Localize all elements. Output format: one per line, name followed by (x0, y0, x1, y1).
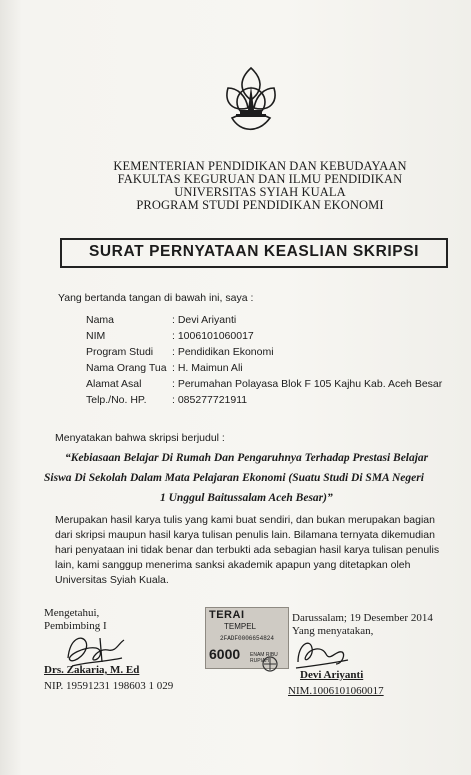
field-label: Telp./No. HP. (86, 394, 147, 406)
advisor-name: Drs. Zakaria, M. Ed (44, 664, 140, 676)
advisor-label: Pembimbing I (44, 620, 107, 632)
declaration-line: Merupakan hasil karya tulis yang kami buat sendiri, dan bukan merupakan bagian (55, 514, 435, 526)
stamp-sub-text: ENAM RIBU RUPIAH (250, 652, 278, 664)
header-line-ministry: KEMENTERIAN PENDIDIKAN DAN KEBUDAYAAN (113, 159, 407, 173)
emblem-icon (258, 655, 282, 673)
declaration-line: lain, kami sanggup menerima sanksi akademik apapun yang ditetapkan oleh (55, 559, 411, 571)
field-value: : H. Maimun Ali (172, 362, 243, 374)
stamp-mid-text: TEMPEL (224, 622, 257, 631)
header-line-faculty: FAKULTAS KEGURUAN DAN ILMU PENDIDIKAN (117, 172, 403, 186)
field-value: : 1006101060017 (172, 330, 254, 342)
thesis-title-line: 1 Unggul Baitussalam Aceh Besar)” (160, 492, 333, 504)
stamp-top-text: TERAI (209, 609, 245, 621)
declaration-line: Universitas Syiah Kuala. (55, 574, 169, 586)
field-value: : Pendidikan Ekonomi (172, 346, 274, 358)
header-line-program: PROGRAM STUDI PENDIDIKAN EKONOMI (136, 198, 384, 212)
field-value: : Devi Ariyanti (172, 314, 237, 326)
acknowledged-label: Mengetahui, (44, 607, 100, 619)
declarant-signature-icon (292, 634, 352, 672)
declarant-nim: NIM.1006101060017 (288, 685, 384, 697)
document-title: SURAT PERNYATAAN KEASLIAN SKRIPSI (88, 243, 420, 260)
declaration-line: hari penyataan ini tidak benar dan terbukti ada sebagian hasil karya tulisan penulis (55, 544, 440, 556)
declaration-line: dari skripsi maupun hasil karya tulisan penulis lain. Bilamana ternyata dikemudian (55, 529, 435, 541)
field-value: : Perumahan Polayasa Blok F 105 Kajhu Kab. Aceh Besar (172, 378, 443, 390)
thesis-title-line: Siswa Di Sekolah Dalam Mata Pelajaran Ekonomi (Suatu Studi Di SMA Negeri (44, 472, 424, 484)
intro-text: Yang bertanda tangan di bawah ini, saya : (58, 292, 254, 304)
statement-text: Menyatakan bahwa skripsi berjudul : (55, 432, 225, 444)
thesis-title-line: “Kebiasaan Belajar Di Rumah Dan Pengaruhnya Terhadap Prestasi Belajar (65, 452, 429, 464)
field-label: Nama Orang Tua (86, 362, 167, 374)
field-label: Nama (86, 314, 115, 326)
field-value: : 085277721911 (172, 394, 248, 406)
stamp-serial: 2FADF0006654824 (220, 635, 275, 642)
declarant-name: Devi Ariyanti (300, 669, 364, 681)
place-date: Darussalam; 19 Desember 2014 (292, 612, 433, 624)
field-label: NIM (86, 330, 106, 342)
stamp-amount: 6000 (209, 646, 241, 662)
advisor-nip: NIP. 19591231 198603 1 029 (44, 680, 174, 692)
field-label: Program Studi (86, 346, 154, 358)
declarant-label: Yang menyatakan, (292, 625, 374, 637)
header-line-university: UNIVERSITAS SYIAH KUALA (174, 185, 346, 199)
field-label: Alamat Asal (86, 378, 142, 390)
university-logo-icon (218, 64, 284, 144)
